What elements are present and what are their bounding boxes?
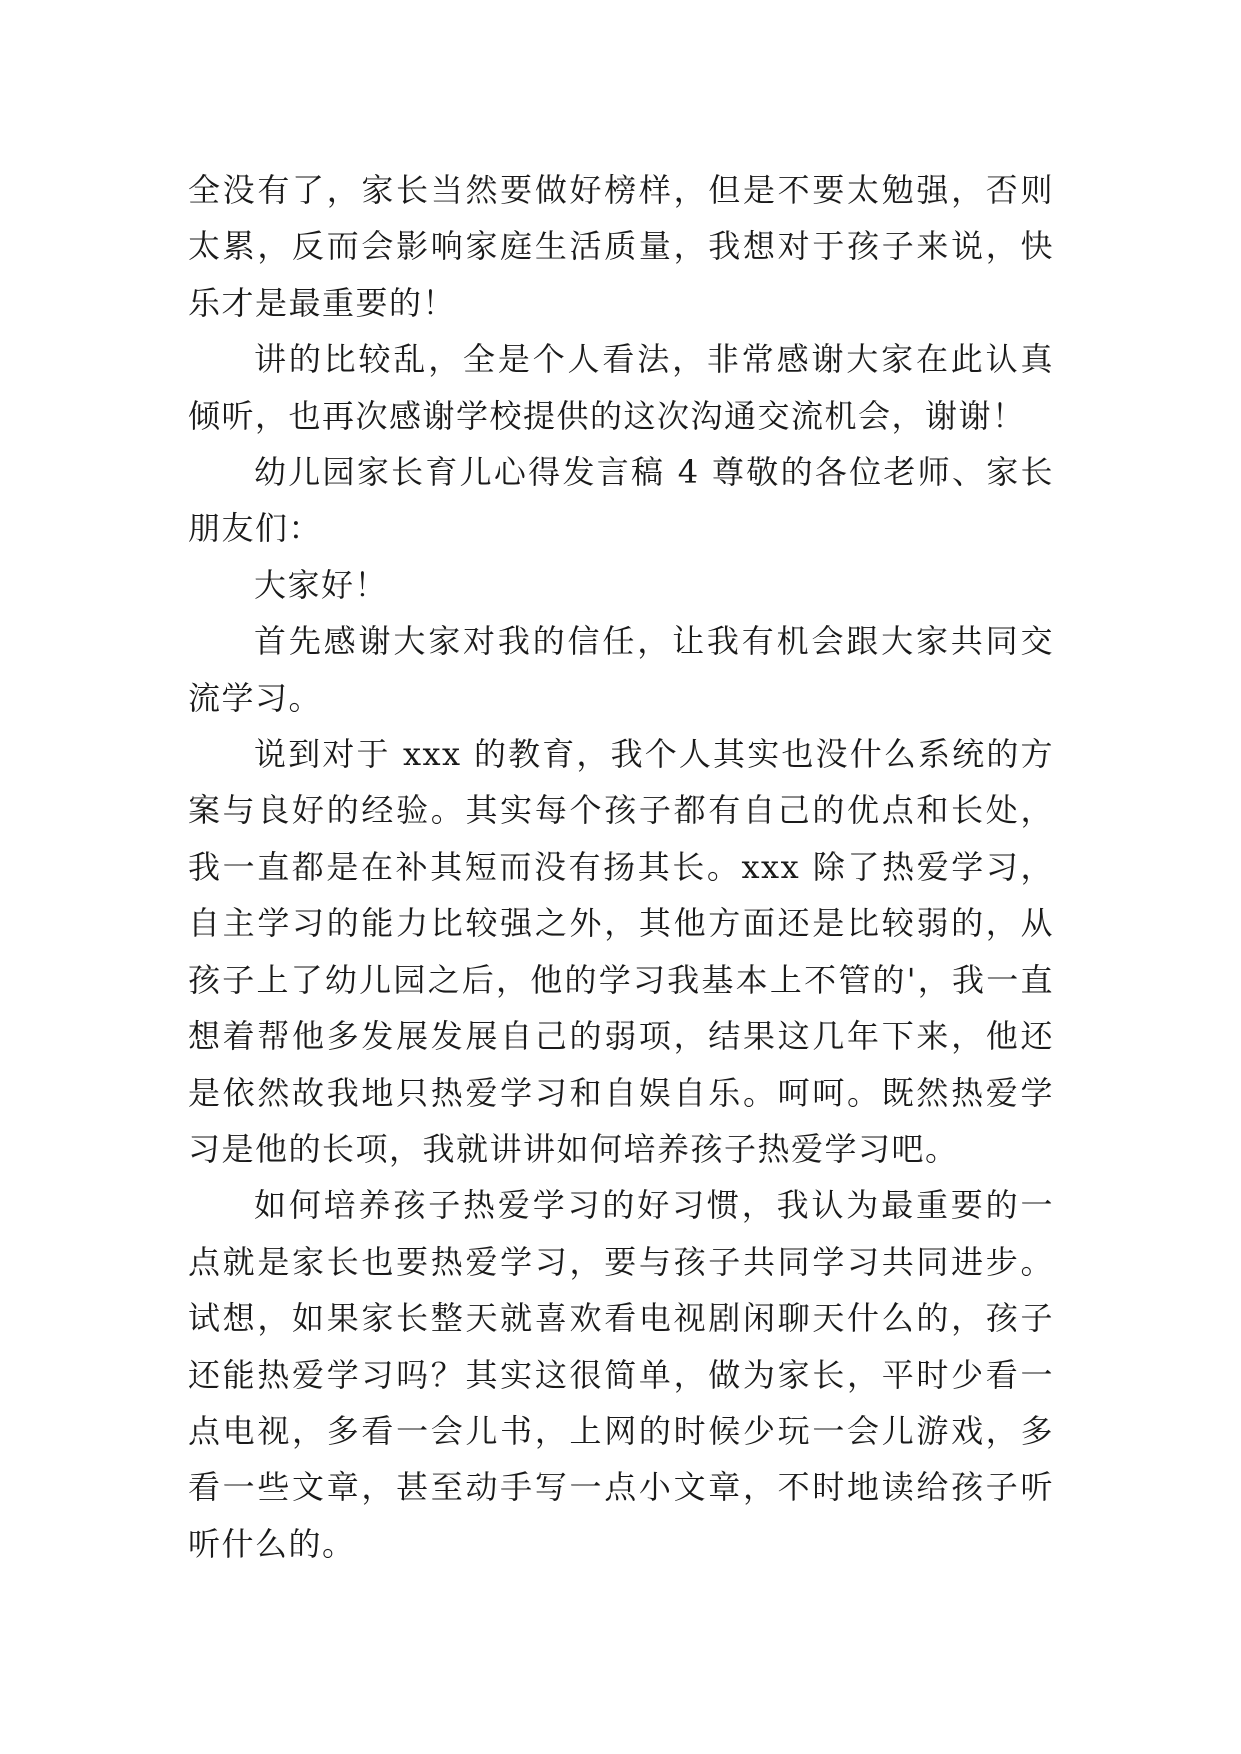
paragraph: 说到对于 xxx 的教育，我个人其实也没什么系统的方案与良好的经验。其实每个孩子都有自己的优点和长处，我一直都是在补其短而没有扬其长。xxx 除了热爱学习，自主学习的能力比较强之外，其他方面还是比较弱的，从孩子上了幼儿园之后，他的学习我基本上不管的'，我一直想着帮他多发展发展自己的弱项，结果这几年下来，他还是依然故我地只热爱学习和自娱自乐。呵呵。既然热爱学习是他的长项，我就讲讲如何培养孩子热爱学习吧。	[188, 735, 1054, 1168]
paragraph: 全没有了，家长当然要做好榜样，但是不要太勉强，否则太累，反而会影响家庭生活质量，我想对于孩子来说，快乐才是最重要的！	[188, 171, 1054, 322]
paragraph: 讲的比较乱，全是个人看法，非常感谢大家在此认真倾听，也再次感谢学校提供的这次沟通交流机会，谢谢！	[188, 340, 1054, 435]
paragraph: 幼儿园家长育儿心得发言稿 4 尊敬的各位老师、家长朋友们：	[188, 453, 1054, 548]
paragraph: 首先感谢大家对我的信任，让我有机会跟大家共同交流学习。	[188, 622, 1054, 717]
paragraph: 大家好！	[254, 565, 389, 604]
paragraph: 如何培养孩子热爱学习的好习惯，我认为最重要的一点就是家长也要热爱学习，要与孩子共同学习共同进步。试想，如果家长整天就喜欢看电视剧闲聊天什么的，孩子还能热爱学习吗？其实这很简单，做为家长，平时少看一点电视，多看一会儿书，上网的时候少玩一会儿游戏，多看一些文章，甚至动手写一点小文章，不时地读给孩子听听什么的。	[188, 1186, 1054, 1563]
document-body	[188, 162, 1054, 1572]
